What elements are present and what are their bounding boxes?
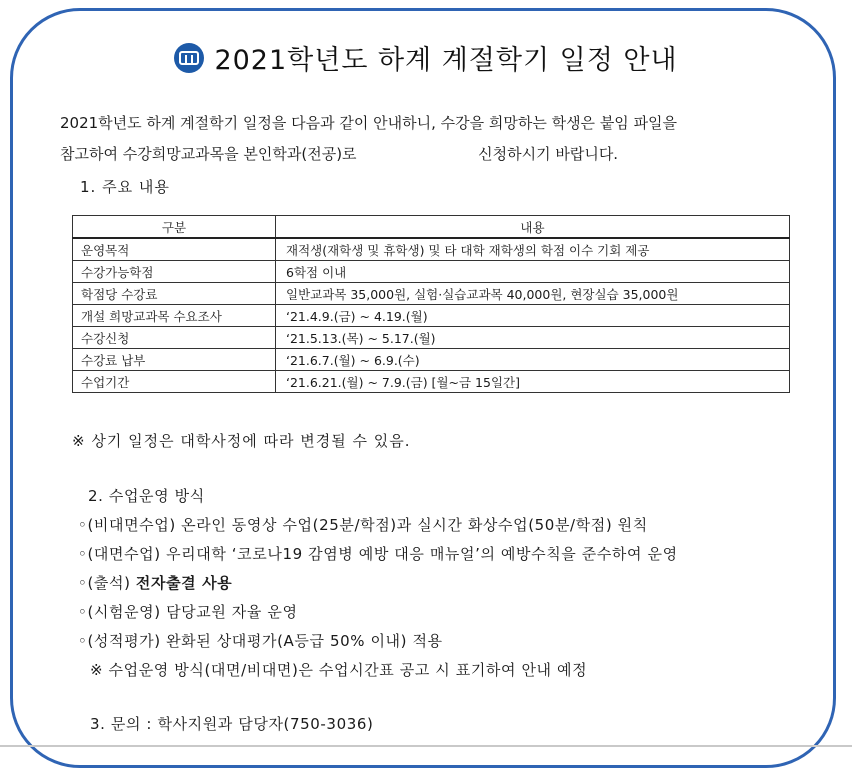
intro-line-2-end: 신청하시기 바랍니다. — [478, 145, 619, 163]
intro-paragraph — [60, 108, 820, 170]
table-row — [73, 238, 790, 261]
title-text: 2021학년도 하계 계절학기 일정 안내 — [214, 45, 678, 76]
table-row — [73, 283, 790, 305]
method-item-offline: ◦(대면수업) 우리대학 ‘코로나19 감염병 예방 대응 매뉴얼’의 예방수칙을 준수하여 운영 — [78, 545, 678, 563]
attendance-emphasis: 전자출결 사용 — [135, 574, 233, 592]
section-3-contact: 3. 문의 : 학사지원과 담당자(750-3036) — [90, 715, 374, 733]
schedule-table — [72, 215, 790, 393]
table-header-content: 내용 — [276, 216, 790, 239]
intro-line-1: 2021학년도 하계 계절학기 일정을 다음과 같이 안내하니, 수강을 희망하는 학생은 붙임 파일을 — [60, 114, 678, 132]
university-logo-icon — [174, 43, 204, 73]
table-cell-label: 수업기간 — [73, 371, 276, 393]
table-row — [73, 371, 790, 393]
table-cell-label: 학점당 수강료 — [73, 283, 276, 305]
table-row — [73, 305, 790, 327]
method-note: ※ 수업운영 방식(대면/비대면)은 수업시간표 공고 시 표기하여 안내 예정 — [90, 661, 588, 679]
table-cell-label: 개설 희망교과목 수요조사 — [73, 305, 276, 327]
table-cell-value: 재적생(재학생 및 휴학생) 및 타 대학 재학생의 학점 이수 기회 제공 — [276, 238, 790, 261]
table-row — [73, 327, 790, 349]
method-item-exam: ◦(시험운영) 담당교원 자율 운영 — [78, 603, 298, 621]
table-cell-value: ‘21.4.9.(금) ~ 4.19.(월) — [276, 305, 790, 327]
section-2-heading: 2. 수업운영 방식 — [88, 487, 205, 505]
table-header-category: 구분 — [73, 216, 276, 239]
method-item-attendance — [78, 572, 232, 593]
table-row — [73, 349, 790, 371]
intro-line-2-start: 참고하여 수강희망교과목을 본인학과(전공)로 — [60, 145, 357, 163]
method-item-grading: ◦(성적평가) 완화된 상대평가(A등급 50% 이내) 적용 — [78, 632, 443, 650]
table-cell-value: 6학점 이내 — [276, 261, 790, 283]
table-cell-label: 수강료 납부 — [73, 349, 276, 371]
table-row — [73, 261, 790, 283]
bottom-divider — [0, 745, 852, 747]
table-cell-label: 운영목적 — [73, 238, 276, 261]
method-item-online: ◦(비대면수업) 온라인 동영상 수업(25분/학점)과 실시간 화상수업(50분/학점) 원칙 — [78, 516, 648, 534]
table-cell-value: ‘21.6.7.(월) ~ 6.9.(수) — [276, 349, 790, 371]
table-cell-value: 일반교과목 35,000원, 실험·실습교과목 40,000원, 현장실습 35,000원 — [276, 283, 790, 305]
section-1-heading: 1. 주요 내용 — [80, 178, 170, 196]
table-cell-label: 수강가능학점 — [73, 261, 276, 283]
table-cell-value: ‘21.6.21.(월) ~ 7.9.(금) [월~금 15일간] — [276, 371, 790, 393]
intro-line-2 — [60, 139, 820, 170]
table-cell-value: ‘21.5.13.(목) ~ 5.17.(월) — [276, 327, 790, 349]
page-title — [0, 38, 852, 77]
attendance-label: ◦(출석) — [78, 574, 136, 592]
table-cell-label: 수강신청 — [73, 327, 276, 349]
table-header-row — [73, 216, 790, 239]
schedule-change-note: ※ 상기 일정은 대학사정에 따라 변경될 수 있음. — [72, 432, 411, 450]
